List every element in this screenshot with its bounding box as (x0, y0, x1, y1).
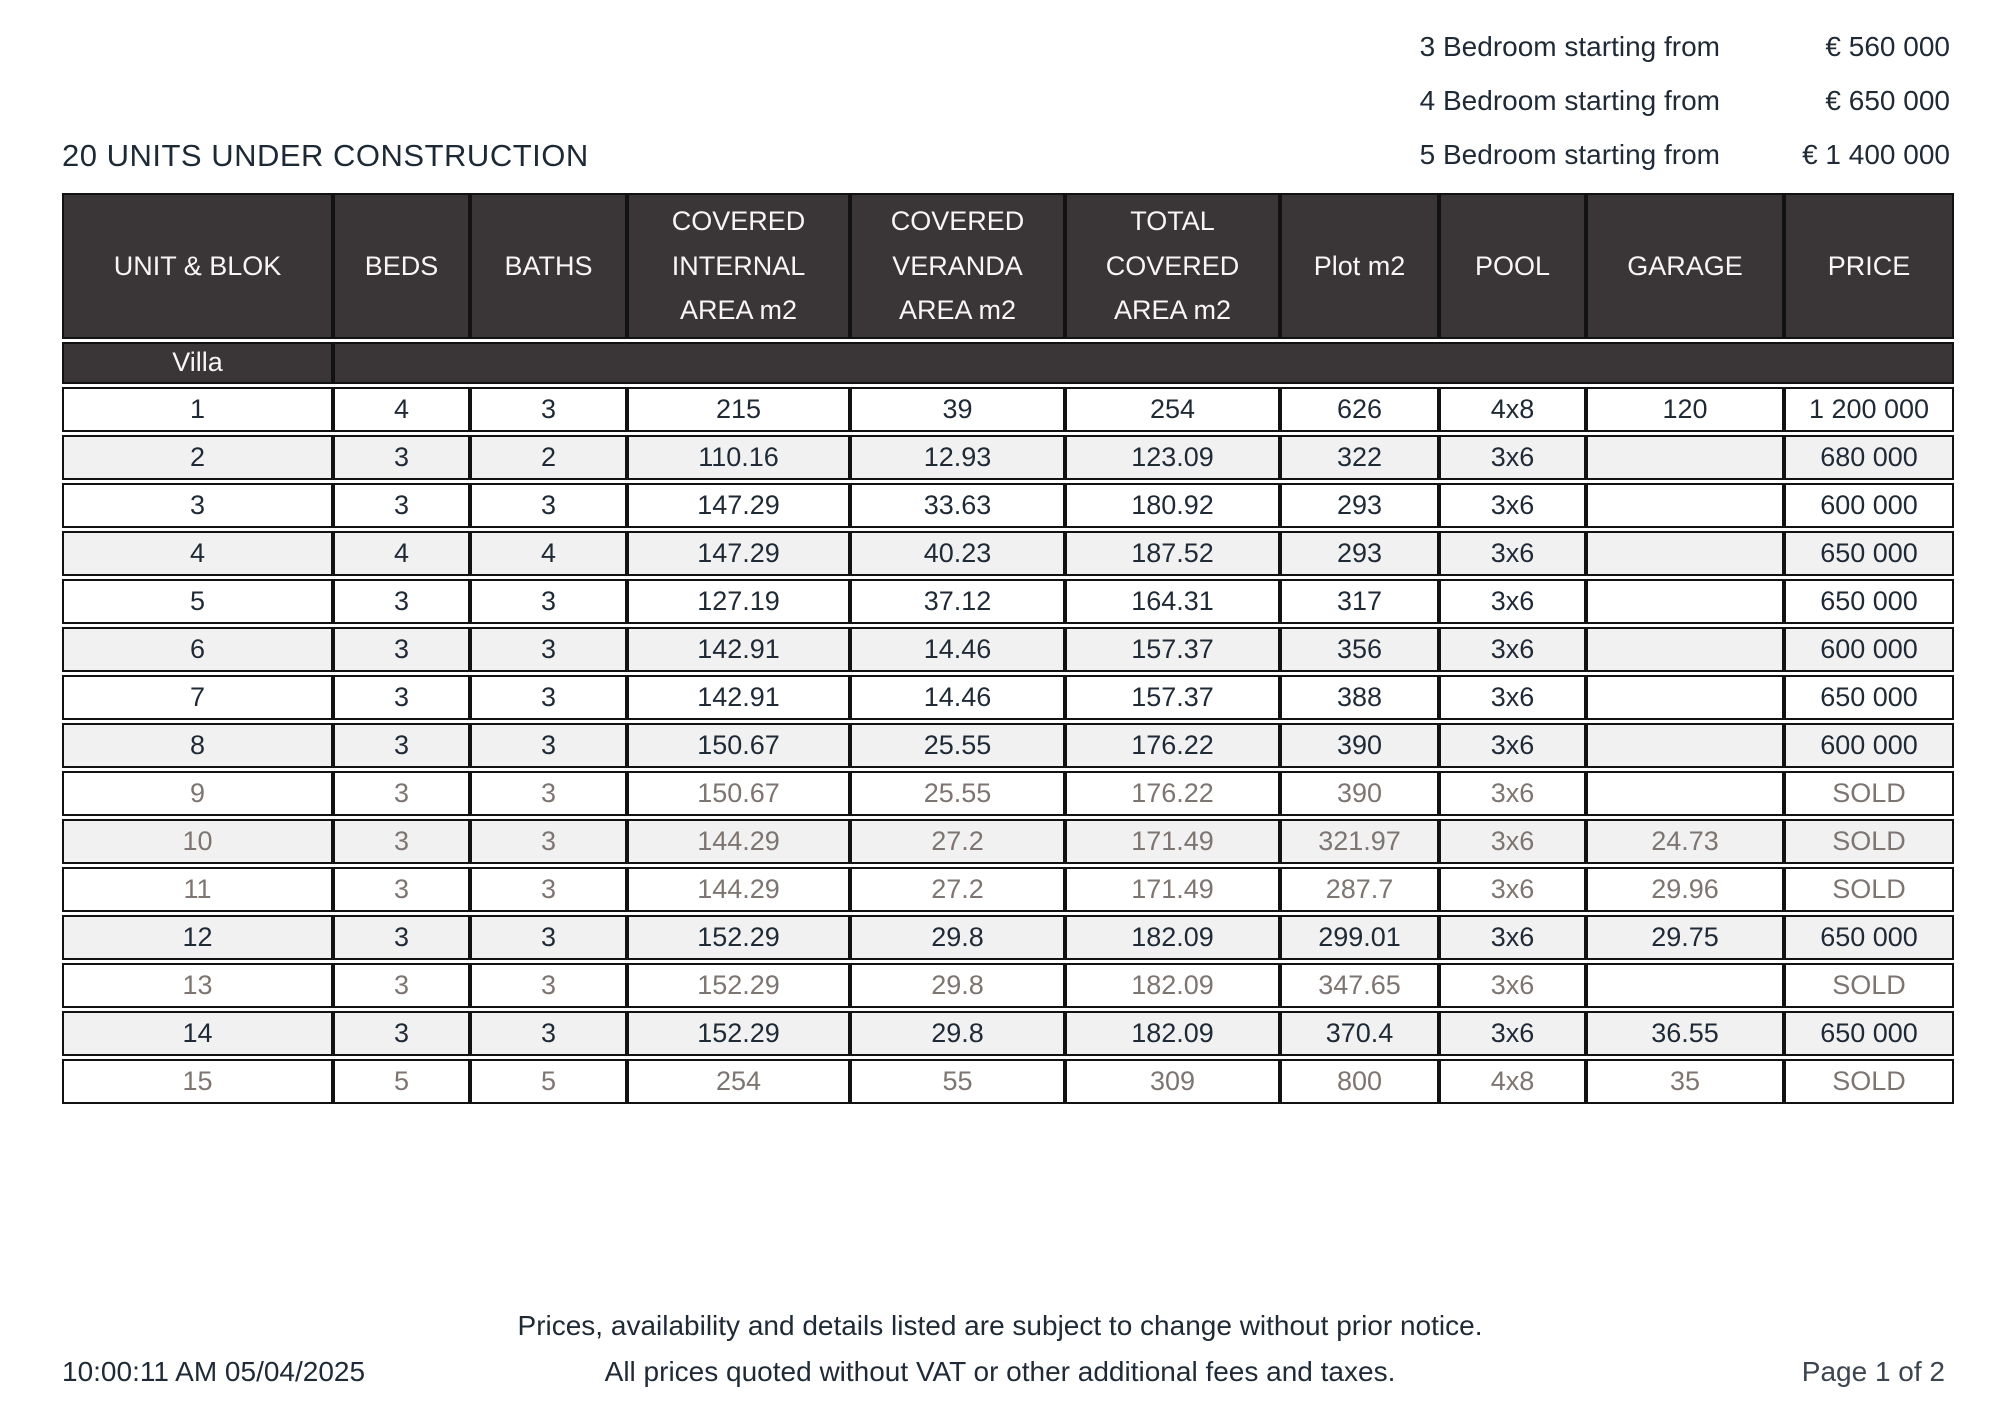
table-row (62, 915, 1954, 960)
group-label: Villa (62, 342, 333, 384)
cell-baths: 3 (470, 963, 627, 1008)
price-line-value: € 1 400 000 (1802, 139, 1950, 170)
cell-baths: 3 (470, 483, 627, 528)
cell-baths: 3 (470, 723, 627, 768)
column-header-pool: POOL (1439, 193, 1586, 339)
disclaimer-line-2: All prices quoted without VAT or other additional fees and taxes. (604, 1356, 1396, 1387)
cell-covered-internal: 147.29 (627, 531, 850, 576)
cell-garage (1586, 675, 1784, 720)
cell-plot: 287.7 (1280, 867, 1439, 912)
cell-plot: 390 (1280, 771, 1439, 816)
cell-garage: 120 (1586, 387, 1784, 432)
cell-covered-internal: 152.29 (627, 963, 850, 1008)
table-row (62, 963, 1954, 1008)
table-row (62, 627, 1954, 672)
cell-plot: 388 (1280, 675, 1439, 720)
table-row (62, 867, 1954, 912)
cell-pool: 3x6 (1439, 771, 1586, 816)
cell-pool: 3x6 (1439, 435, 1586, 480)
cell-covered-internal: 150.67 (627, 723, 850, 768)
cell-plot: 347.65 (1280, 963, 1439, 1008)
cell-plot: 299.01 (1280, 915, 1439, 960)
cell-unit: 1 (62, 387, 333, 432)
footer-page-indicator: Page 1 of 2 (1801, 1356, 1945, 1387)
cell-price: SOLD (1784, 771, 1954, 816)
table-header (62, 193, 1954, 339)
cell-total-covered: 182.09 (1065, 963, 1280, 1008)
price-summary (1190, 20, 1950, 182)
cell-covered-veranda: 25.55 (850, 771, 1065, 816)
cell-price: 600 000 (1784, 723, 1954, 768)
units-table (62, 190, 1954, 1107)
cell-covered-internal: 254 (627, 1059, 850, 1104)
cell-pool: 3x6 (1439, 531, 1586, 576)
cell-price: 650 000 (1784, 675, 1954, 720)
cell-plot: 317 (1280, 579, 1439, 624)
cell-garage (1586, 963, 1784, 1008)
table-row (62, 387, 1954, 432)
cell-plot: 370.4 (1280, 1011, 1439, 1056)
table-row (62, 483, 1954, 528)
cell-price: 650 000 (1784, 579, 1954, 624)
cell-covered-internal: 144.29 (627, 819, 850, 864)
cell-price: 1 200 000 (1784, 387, 1954, 432)
column-header-total-covered: TOTAL COVERED AREA m2 (1065, 193, 1280, 339)
cell-covered-internal: 144.29 (627, 867, 850, 912)
cell-baths: 3 (470, 771, 627, 816)
cell-unit: 14 (62, 1011, 333, 1056)
cell-price: 650 000 (1784, 915, 1954, 960)
cell-beds: 3 (333, 627, 470, 672)
cell-beds: 3 (333, 867, 470, 912)
cell-covered-internal: 147.29 (627, 483, 850, 528)
cell-unit: 3 (62, 483, 333, 528)
table-row (62, 723, 1954, 768)
cell-garage: 35 (1586, 1059, 1784, 1104)
cell-beds: 3 (333, 579, 470, 624)
cell-plot: 293 (1280, 531, 1439, 576)
cell-plot: 321.97 (1280, 819, 1439, 864)
cell-total-covered: 176.22 (1065, 771, 1280, 816)
cell-total-covered: 182.09 (1065, 915, 1280, 960)
cell-price: 600 000 (1784, 627, 1954, 672)
column-header-beds: BEDS (333, 193, 470, 339)
cell-covered-internal: 142.91 (627, 675, 850, 720)
cell-total-covered: 164.31 (1065, 579, 1280, 624)
cell-covered-veranda: 29.8 (850, 963, 1065, 1008)
cell-total-covered: 187.52 (1065, 531, 1280, 576)
cell-beds: 5 (333, 1059, 470, 1104)
cell-baths: 3 (470, 915, 627, 960)
cell-price: 680 000 (1784, 435, 1954, 480)
cell-garage (1586, 771, 1784, 816)
cell-plot: 356 (1280, 627, 1439, 672)
column-header-plot: Plot m2 (1280, 193, 1439, 339)
price-line-label: 3 Bedroom starting from (1419, 31, 1720, 62)
cell-beds: 3 (333, 1011, 470, 1056)
cell-plot: 322 (1280, 435, 1439, 480)
cell-covered-veranda: 40.23 (850, 531, 1065, 576)
cell-unit: 7 (62, 675, 333, 720)
cell-unit: 12 (62, 915, 333, 960)
cell-baths: 3 (470, 1011, 627, 1056)
price-line-3bed (1190, 20, 1950, 74)
table-row (62, 435, 1954, 480)
cell-beds: 3 (333, 915, 470, 960)
table-row (62, 1059, 1954, 1104)
cell-baths: 3 (470, 867, 627, 912)
column-header-covered-veranda: COVERED VERANDA AREA m2 (850, 193, 1065, 339)
cell-unit: 9 (62, 771, 333, 816)
cell-covered-veranda: 25.55 (850, 723, 1065, 768)
cell-unit: 11 (62, 867, 333, 912)
cell-covered-veranda: 27.2 (850, 867, 1065, 912)
cell-total-covered: 157.37 (1065, 627, 1280, 672)
header-row (62, 193, 1954, 339)
cell-covered-internal: 150.67 (627, 771, 850, 816)
cell-unit: 2 (62, 435, 333, 480)
cell-unit: 8 (62, 723, 333, 768)
cell-unit: 15 (62, 1059, 333, 1104)
cell-covered-veranda: 29.8 (850, 1011, 1065, 1056)
cell-pool: 3x6 (1439, 1011, 1586, 1056)
cell-price: SOLD (1784, 867, 1954, 912)
cell-garage (1586, 531, 1784, 576)
table-row (62, 531, 1954, 576)
cell-covered-veranda: 14.46 (850, 675, 1065, 720)
cell-baths: 5 (470, 1059, 627, 1104)
cell-pool: 3x6 (1439, 483, 1586, 528)
price-line-value: € 650 000 (1825, 85, 1950, 116)
cell-covered-veranda: 29.8 (850, 915, 1065, 960)
cell-covered-veranda: 27.2 (850, 819, 1065, 864)
cell-unit: 6 (62, 627, 333, 672)
table-row (62, 819, 1954, 864)
cell-plot: 626 (1280, 387, 1439, 432)
cell-covered-internal: 152.29 (627, 1011, 850, 1056)
cell-total-covered: 182.09 (1065, 1011, 1280, 1056)
cell-covered-internal: 127.19 (627, 579, 850, 624)
cell-pool: 3x6 (1439, 579, 1586, 624)
cell-baths: 2 (470, 435, 627, 480)
cell-baths: 3 (470, 627, 627, 672)
cell-covered-internal: 110.16 (627, 435, 850, 480)
column-header-price: PRICE (1784, 193, 1954, 339)
cell-plot: 800 (1280, 1059, 1439, 1104)
cell-unit: 4 (62, 531, 333, 576)
cell-garage: 36.55 (1586, 1011, 1784, 1056)
cell-price: 650 000 (1784, 531, 1954, 576)
cell-beds: 3 (333, 483, 470, 528)
cell-beds: 4 (333, 531, 470, 576)
cell-pool: 3x6 (1439, 963, 1586, 1008)
cell-pool: 3x6 (1439, 867, 1586, 912)
cell-beds: 3 (333, 675, 470, 720)
column-header-baths: BATHS (470, 193, 627, 339)
cell-covered-veranda: 37.12 (850, 579, 1065, 624)
group-row-spacer (333, 342, 1954, 384)
cell-garage: 29.96 (1586, 867, 1784, 912)
cell-unit: 13 (62, 963, 333, 1008)
page-title: 20 UNITS UNDER CONSTRUCTION (62, 138, 589, 173)
cell-beds: 4 (333, 387, 470, 432)
cell-garage: 29.75 (1586, 915, 1784, 960)
cell-baths: 3 (470, 579, 627, 624)
footer-disclaimer (0, 1310, 2000, 1388)
cell-beds: 3 (333, 819, 470, 864)
cell-baths: 3 (470, 387, 627, 432)
cell-total-covered: 171.49 (1065, 867, 1280, 912)
table-row (62, 675, 1954, 720)
cell-plot: 293 (1280, 483, 1439, 528)
price-line-4bed (1190, 74, 1950, 128)
cell-price: SOLD (1784, 1059, 1954, 1104)
cell-beds: 3 (333, 435, 470, 480)
cell-baths: 4 (470, 531, 627, 576)
price-line-label: 4 Bedroom starting from (1419, 85, 1720, 116)
cell-pool: 3x6 (1439, 675, 1586, 720)
cell-covered-veranda: 14.46 (850, 627, 1065, 672)
cell-total-covered: 171.49 (1065, 819, 1280, 864)
cell-total-covered: 254 (1065, 387, 1280, 432)
footer-timestamp: 10:00:11 AM 05/04/2025 (62, 1356, 366, 1387)
cell-beds: 3 (333, 723, 470, 768)
cell-garage (1586, 627, 1784, 672)
cell-covered-internal: 152.29 (627, 915, 850, 960)
cell-garage (1586, 435, 1784, 480)
price-line-5bed (1190, 128, 1950, 182)
table-row (62, 579, 1954, 624)
cell-covered-veranda: 39 (850, 387, 1065, 432)
cell-total-covered: 180.92 (1065, 483, 1280, 528)
cell-pool: 3x6 (1439, 819, 1586, 864)
cell-price: SOLD (1784, 819, 1954, 864)
cell-pool: 3x6 (1439, 915, 1586, 960)
cell-garage (1586, 483, 1784, 528)
group-row-villa (62, 342, 1954, 384)
cell-garage: 24.73 (1586, 819, 1784, 864)
cell-covered-internal: 142.91 (627, 627, 850, 672)
cell-unit: 10 (62, 819, 333, 864)
table-body (62, 342, 1954, 1104)
cell-pool: 3x6 (1439, 723, 1586, 768)
cell-covered-internal: 215 (627, 387, 850, 432)
price-line-value: € 560 000 (1825, 31, 1950, 62)
cell-price: SOLD (1784, 963, 1954, 1008)
cell-beds: 3 (333, 771, 470, 816)
column-header-covered-internal: COVERED INTERNAL AREA m2 (627, 193, 850, 339)
table-row (62, 1011, 1954, 1056)
price-line-label: 5 Bedroom starting from (1419, 139, 1720, 170)
cell-baths: 3 (470, 819, 627, 864)
column-header-garage: GARAGE (1586, 193, 1784, 339)
cell-total-covered: 309 (1065, 1059, 1280, 1104)
cell-price: 650 000 (1784, 1011, 1954, 1056)
cell-garage (1586, 579, 1784, 624)
cell-baths: 3 (470, 675, 627, 720)
cell-price: 600 000 (1784, 483, 1954, 528)
cell-garage (1586, 723, 1784, 768)
cell-covered-veranda: 33.63 (850, 483, 1065, 528)
cell-covered-veranda: 55 (850, 1059, 1065, 1104)
cell-total-covered: 176.22 (1065, 723, 1280, 768)
cell-pool: 3x6 (1439, 627, 1586, 672)
cell-total-covered: 123.09 (1065, 435, 1280, 480)
cell-pool: 4x8 (1439, 1059, 1586, 1104)
cell-beds: 3 (333, 963, 470, 1008)
disclaimer-line-1: Prices, availability and details listed are subject to change without prior notice. (517, 1310, 1483, 1341)
cell-total-covered: 157.37 (1065, 675, 1280, 720)
cell-covered-veranda: 12.93 (850, 435, 1065, 480)
cell-pool: 4x8 (1439, 387, 1586, 432)
table-row (62, 771, 1954, 816)
column-header-unit-blok: UNIT & BLOK (62, 193, 333, 339)
cell-unit: 5 (62, 579, 333, 624)
cell-plot: 390 (1280, 723, 1439, 768)
